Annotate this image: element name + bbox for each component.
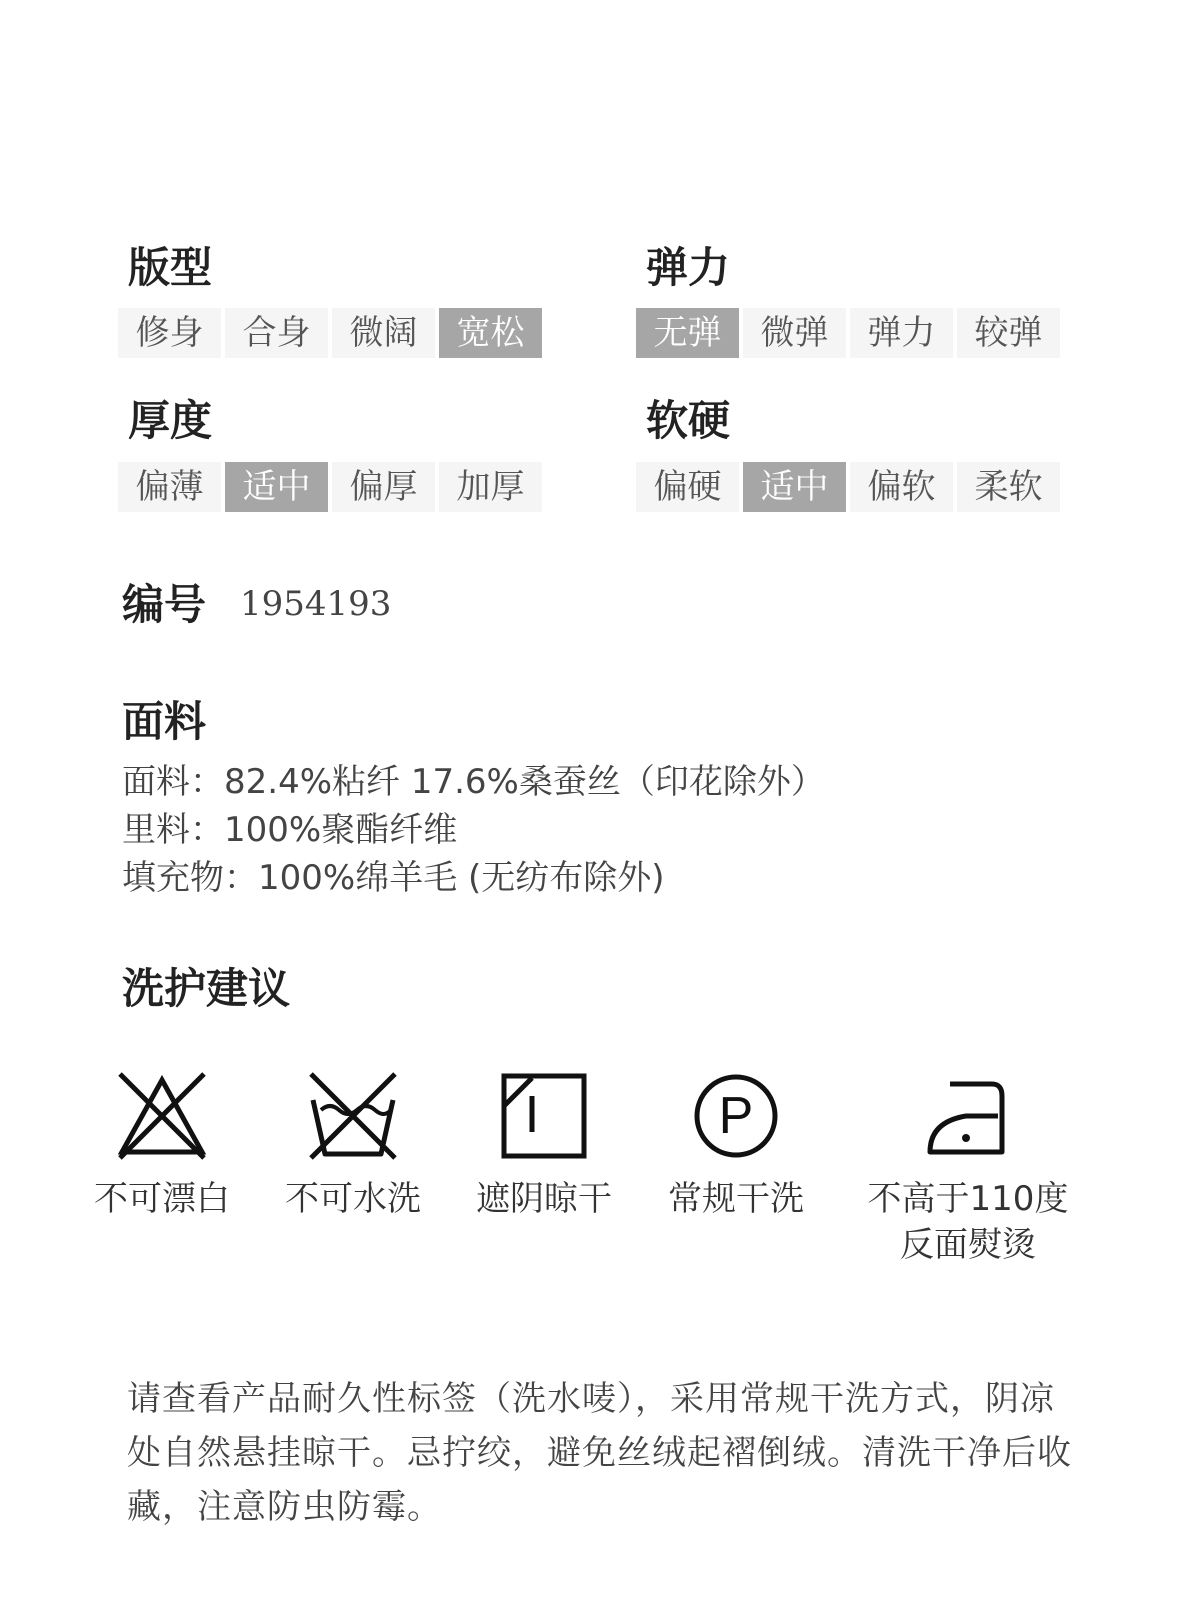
code-value: 1954193 bbox=[240, 584, 392, 624]
care-note: 请查看产品耐久性标签（洗水唛），采用常规干洗方式，阴凉处自然悬挂晾干。忌拧绞，避免丝绒起褶倒绒。清洗干净后收藏，注意防虫防霉。 bbox=[127, 1379, 1072, 1527]
thickness-option-thin[interactable]: 偏薄 bbox=[118, 462, 221, 512]
care-item-no-bleach bbox=[52, 1070, 272, 1222]
softness-options bbox=[636, 462, 1060, 512]
fabric-line-lining: 里料：100%聚酯纤维 bbox=[122, 810, 458, 850]
shade-dry-icon bbox=[498, 1070, 590, 1162]
fabric-line-filling: 填充物：100%绵羊毛 (无纺布除外) bbox=[122, 858, 665, 898]
fit-option-loose[interactable]: 宽松 bbox=[439, 308, 542, 358]
no-bleach-icon bbox=[116, 1070, 208, 1162]
fit-options bbox=[118, 308, 542, 358]
care-title: 洗护建议 bbox=[122, 964, 291, 1013]
thickness-option-thick[interactable]: 加厚 bbox=[439, 462, 542, 512]
attr-title-fit: 版型 bbox=[128, 243, 213, 292]
fabric-title: 面料 bbox=[122, 697, 207, 746]
thickness-options bbox=[118, 462, 542, 512]
thickness-option-thickish[interactable]: 偏厚 bbox=[332, 462, 435, 512]
svg-text:P: P bbox=[718, 1087, 754, 1145]
care-item-shade-dry bbox=[434, 1070, 654, 1222]
iron-low-icon bbox=[922, 1070, 1014, 1162]
fit-option-relaxed[interactable]: 微阔 bbox=[332, 308, 435, 358]
care-label: 遮阴晾干 bbox=[476, 1179, 612, 1219]
attr-title-thickness: 厚度 bbox=[128, 396, 213, 445]
code-label: 编号 bbox=[122, 580, 207, 629]
care-item-iron bbox=[858, 1070, 1078, 1268]
elasticity-option-slight[interactable]: 微弹 bbox=[743, 308, 846, 358]
fabric-line-shell: 面料：82.4%粘纤 17.6%桑蚕丝（印花除外） bbox=[122, 762, 825, 802]
elasticity-options bbox=[636, 308, 1060, 358]
care-label: 不可漂白 bbox=[94, 1179, 230, 1219]
care-item-dry-clean bbox=[626, 1070, 846, 1222]
care-label: 不可水洗 bbox=[285, 1179, 421, 1219]
care-label-line-1: 不高于110度 bbox=[867, 1179, 1069, 1219]
attr-title-elasticity: 弹力 bbox=[646, 243, 731, 292]
elasticity-option-high[interactable]: 较弹 bbox=[957, 308, 1060, 358]
elasticity-option-none[interactable]: 无弹 bbox=[636, 308, 739, 358]
softness-option-soft[interactable]: 柔软 bbox=[957, 462, 1060, 512]
softness-option-medium[interactable]: 适中 bbox=[743, 462, 846, 512]
care-label-line-2: 反面熨烫 bbox=[900, 1225, 1036, 1265]
elasticity-option-stretch[interactable]: 弹力 bbox=[850, 308, 953, 358]
care-label: 常规干洗 bbox=[668, 1179, 804, 1219]
softness-option-stiff[interactable]: 偏硬 bbox=[636, 462, 739, 512]
thickness-option-medium[interactable]: 适中 bbox=[225, 462, 328, 512]
care-label bbox=[858, 1176, 1078, 1268]
care-item-no-wash bbox=[243, 1070, 463, 1222]
fit-option-slim[interactable]: 修身 bbox=[118, 308, 221, 358]
softness-option-softish[interactable]: 偏软 bbox=[850, 462, 953, 512]
no-wash-icon bbox=[307, 1070, 399, 1162]
dry-clean-p-icon bbox=[690, 1070, 782, 1162]
fit-option-regular[interactable]: 合身 bbox=[225, 308, 328, 358]
attr-title-softness: 软硬 bbox=[646, 396, 731, 445]
